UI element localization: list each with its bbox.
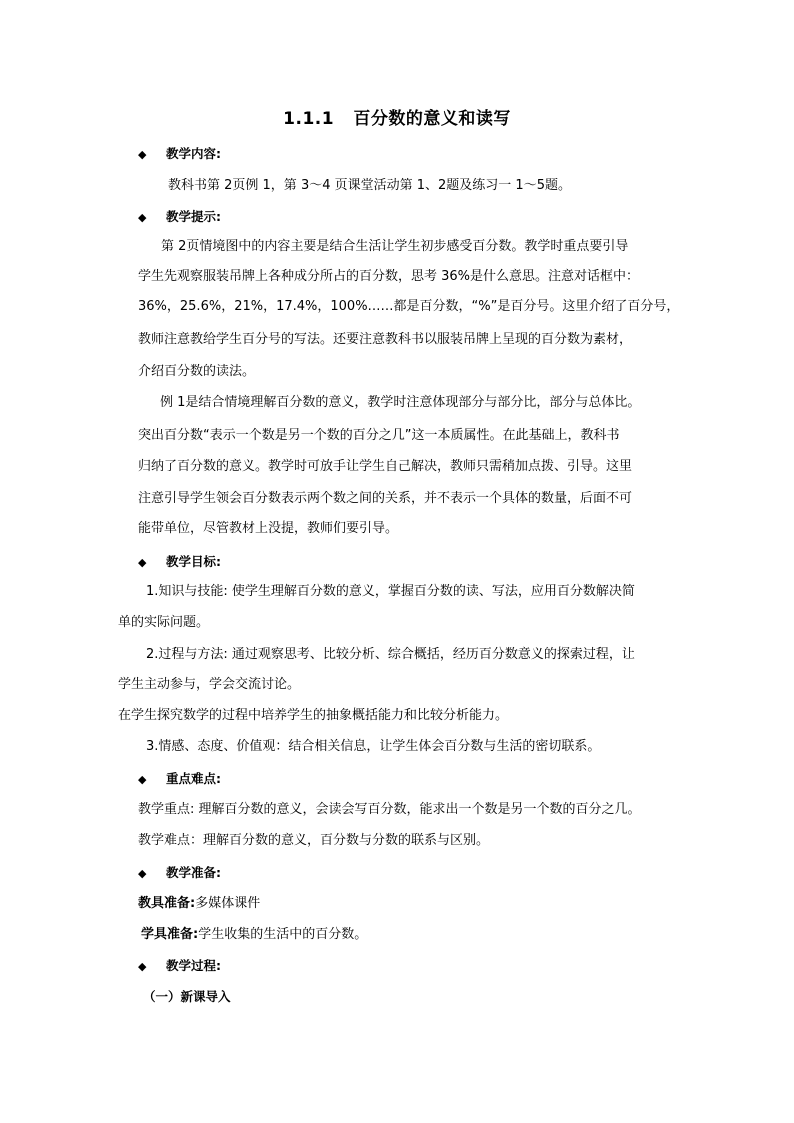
paragraph-line: 介绍百分数的读法。 [138, 364, 256, 379]
section-heading-content [138, 145, 221, 164]
section-heading-goals [138, 553, 221, 572]
goal-line: 学生主动参与，学会交流讨论。 [118, 677, 301, 692]
heading-text: 重点难点: [166, 771, 221, 786]
paragraph-line: 教师注意教给学生百分号的写法。还要注意教科书以服装吊牌上呈现的百分数为素材， [138, 332, 633, 347]
paragraph-line: 例 1是结合情境理解百分数的意义，教学时注意体现部分与部分比，部分与总体比。 [160, 395, 641, 410]
content-line: 教科书第 2页例 1，第 3～4 页课堂活动第 1、2题及练习一 1～5题。 [168, 178, 571, 193]
heading-text: 教学准备: [166, 865, 221, 880]
bullet-icon: ◆ [138, 773, 147, 786]
section-heading-preparation [138, 864, 221, 883]
heading-text: 教学过程: [166, 958, 221, 973]
bullet-icon: ◆ [138, 148, 147, 161]
section-heading-hints [138, 208, 221, 227]
bullet-icon: ◆ [138, 867, 147, 880]
process-sub-heading: （一）新课导入 [143, 989, 231, 1004]
goal-line: 1.知识与技能: 使学生理解百分数的意义，掌握百分数的读、写法，应用百分数解决简 [146, 584, 635, 599]
key-point-line: 教学重点: 理解百分数的意义，会读会写百分数，能求出一个数是另一个数的百分之几。 [138, 802, 641, 817]
heading-text: 教学目标: [166, 554, 221, 569]
bullet-icon: ◆ [138, 556, 147, 569]
student-prep-line [141, 926, 367, 944]
goal-line: 单的实际问题。 [118, 615, 210, 630]
student-prep-label: 学具准备: [141, 927, 199, 942]
bullet-icon: ◆ [138, 211, 147, 224]
heading-text: 教学内容: [166, 146, 221, 161]
paragraph-line: 36%，25.6%，21%，17.4%，100%……都是百分数，“%”是百分号。这里介绍了百分号， [138, 299, 680, 314]
section-heading-process [138, 957, 221, 976]
goal-line: 在学生探究数学的过程中培养学生的抽象概括能力和比较分析能力。 [118, 708, 509, 723]
paragraph-line: 突出百分数“表示一个数是另一个数的百分之几”这一本质属性。在此基础上，教科书 [138, 428, 620, 443]
paragraph-line: 能带单位，尽管教材上没提，教师们要引导。 [138, 521, 399, 536]
section-heading-key-points [138, 770, 221, 789]
heading-text: 教学提示: [166, 209, 221, 224]
goal-line: 3.情感、态度、价值观：结合相关信息，让学生体会百分数与生活的密切联系。 [146, 739, 601, 754]
teacher-prep-value: 多媒体课件 [195, 896, 261, 911]
goal-line: 2.过程与方法: 通过观察思考、比较分析、综合概括，经历百分数意义的探索过程，让 [146, 647, 635, 662]
paragraph-line: 学生先观察服装吊牌上各种成分所占的百分数，思考 36%是什么意思。注意对话框中： [138, 269, 640, 284]
paragraph-line: 注意引导学生领会百分数表示两个数之间的关系，并不表示一个具体的数量，后面不可 [138, 491, 633, 506]
key-point-line: 教学难点：理解百分数的意义，百分数与分数的联系与区别。 [138, 833, 490, 848]
paragraph-line: 第 2页情境图中的内容主要是结合生活让学生初步感受百分数。教学时重点要引导 [161, 239, 629, 254]
student-prep-value: 学生收集的生活中的百分数。 [198, 927, 368, 942]
teacher-prep-line [138, 895, 260, 913]
paragraph-line: 归纳了百分数的意义。教学时可放手让学生自己解决，教师只需稍加点拨、引导。这里 [138, 459, 633, 474]
teacher-prep-label: 教具准备: [138, 896, 196, 911]
bullet-icon: ◆ [138, 960, 147, 973]
page-title: 1.1.1 百分数的意义和读写 [283, 109, 511, 129]
